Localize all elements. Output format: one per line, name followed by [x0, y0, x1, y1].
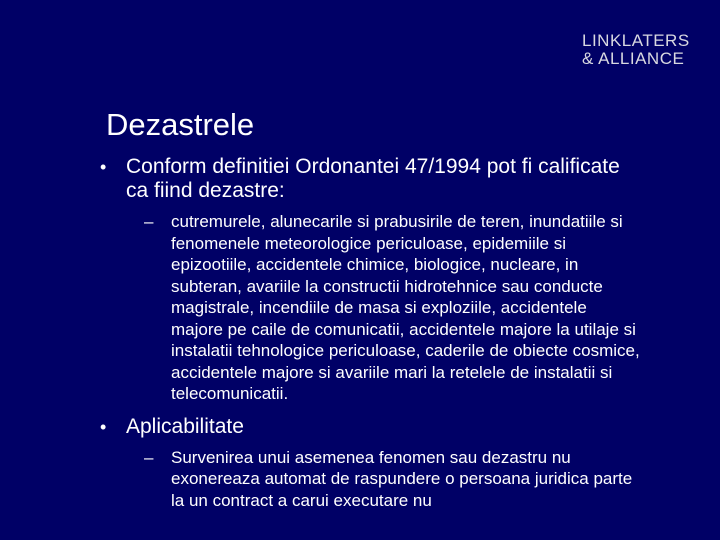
company-logo: [582, 32, 690, 68]
bullet-marker: •: [100, 157, 107, 177]
bullet-marker: •: [100, 416, 107, 437]
bullet-item: [100, 155, 640, 203]
bullet-text: Aplicabilitate: [126, 414, 244, 438]
bullet-list: [100, 155, 640, 511]
sub-bullet-text: Survenirea unui asemenea fenomen sau dezastru nu exonereaza automat de raspundere o persoana juridica parte la un contract a carui executare nu: [171, 447, 633, 510]
dash-marker: –: [144, 212, 154, 231]
sub-bullet-item: [144, 447, 640, 512]
logo-line-2: & ALLIANCE: [582, 49, 685, 68]
dash-marker: –: [144, 447, 154, 467]
sub-bullet-text: cutremurele, alunecarile si prabusirile de teren, inundatiile si fenomenele meteorologice periculoase, epidemiile si epizootiile, accidentele chimice, biologice, nucleare, in subteran, avariile la constructii hidrotehnice sau conducte magistrale, incendiile de masa si exploziile, accidentele majore pe caile de comunicatii, accidentele majore la utilaje si instalatii tehnologice periculoase, caderile de obiecte cosmice, accidentele majore si avariile mari la retelele de instalatii si telecomunicatii.: [171, 212, 640, 403]
bullet-text: Conform definitiei Ordonantei 47/1994 pot fi calificate ca fiind dezastre:: [126, 155, 620, 202]
logo-line-1: LINKLATERS: [582, 31, 690, 50]
bullet-item: [100, 415, 640, 439]
sub-bullet-item: [144, 211, 640, 405]
slide-title: Dezastrele: [106, 107, 255, 142]
